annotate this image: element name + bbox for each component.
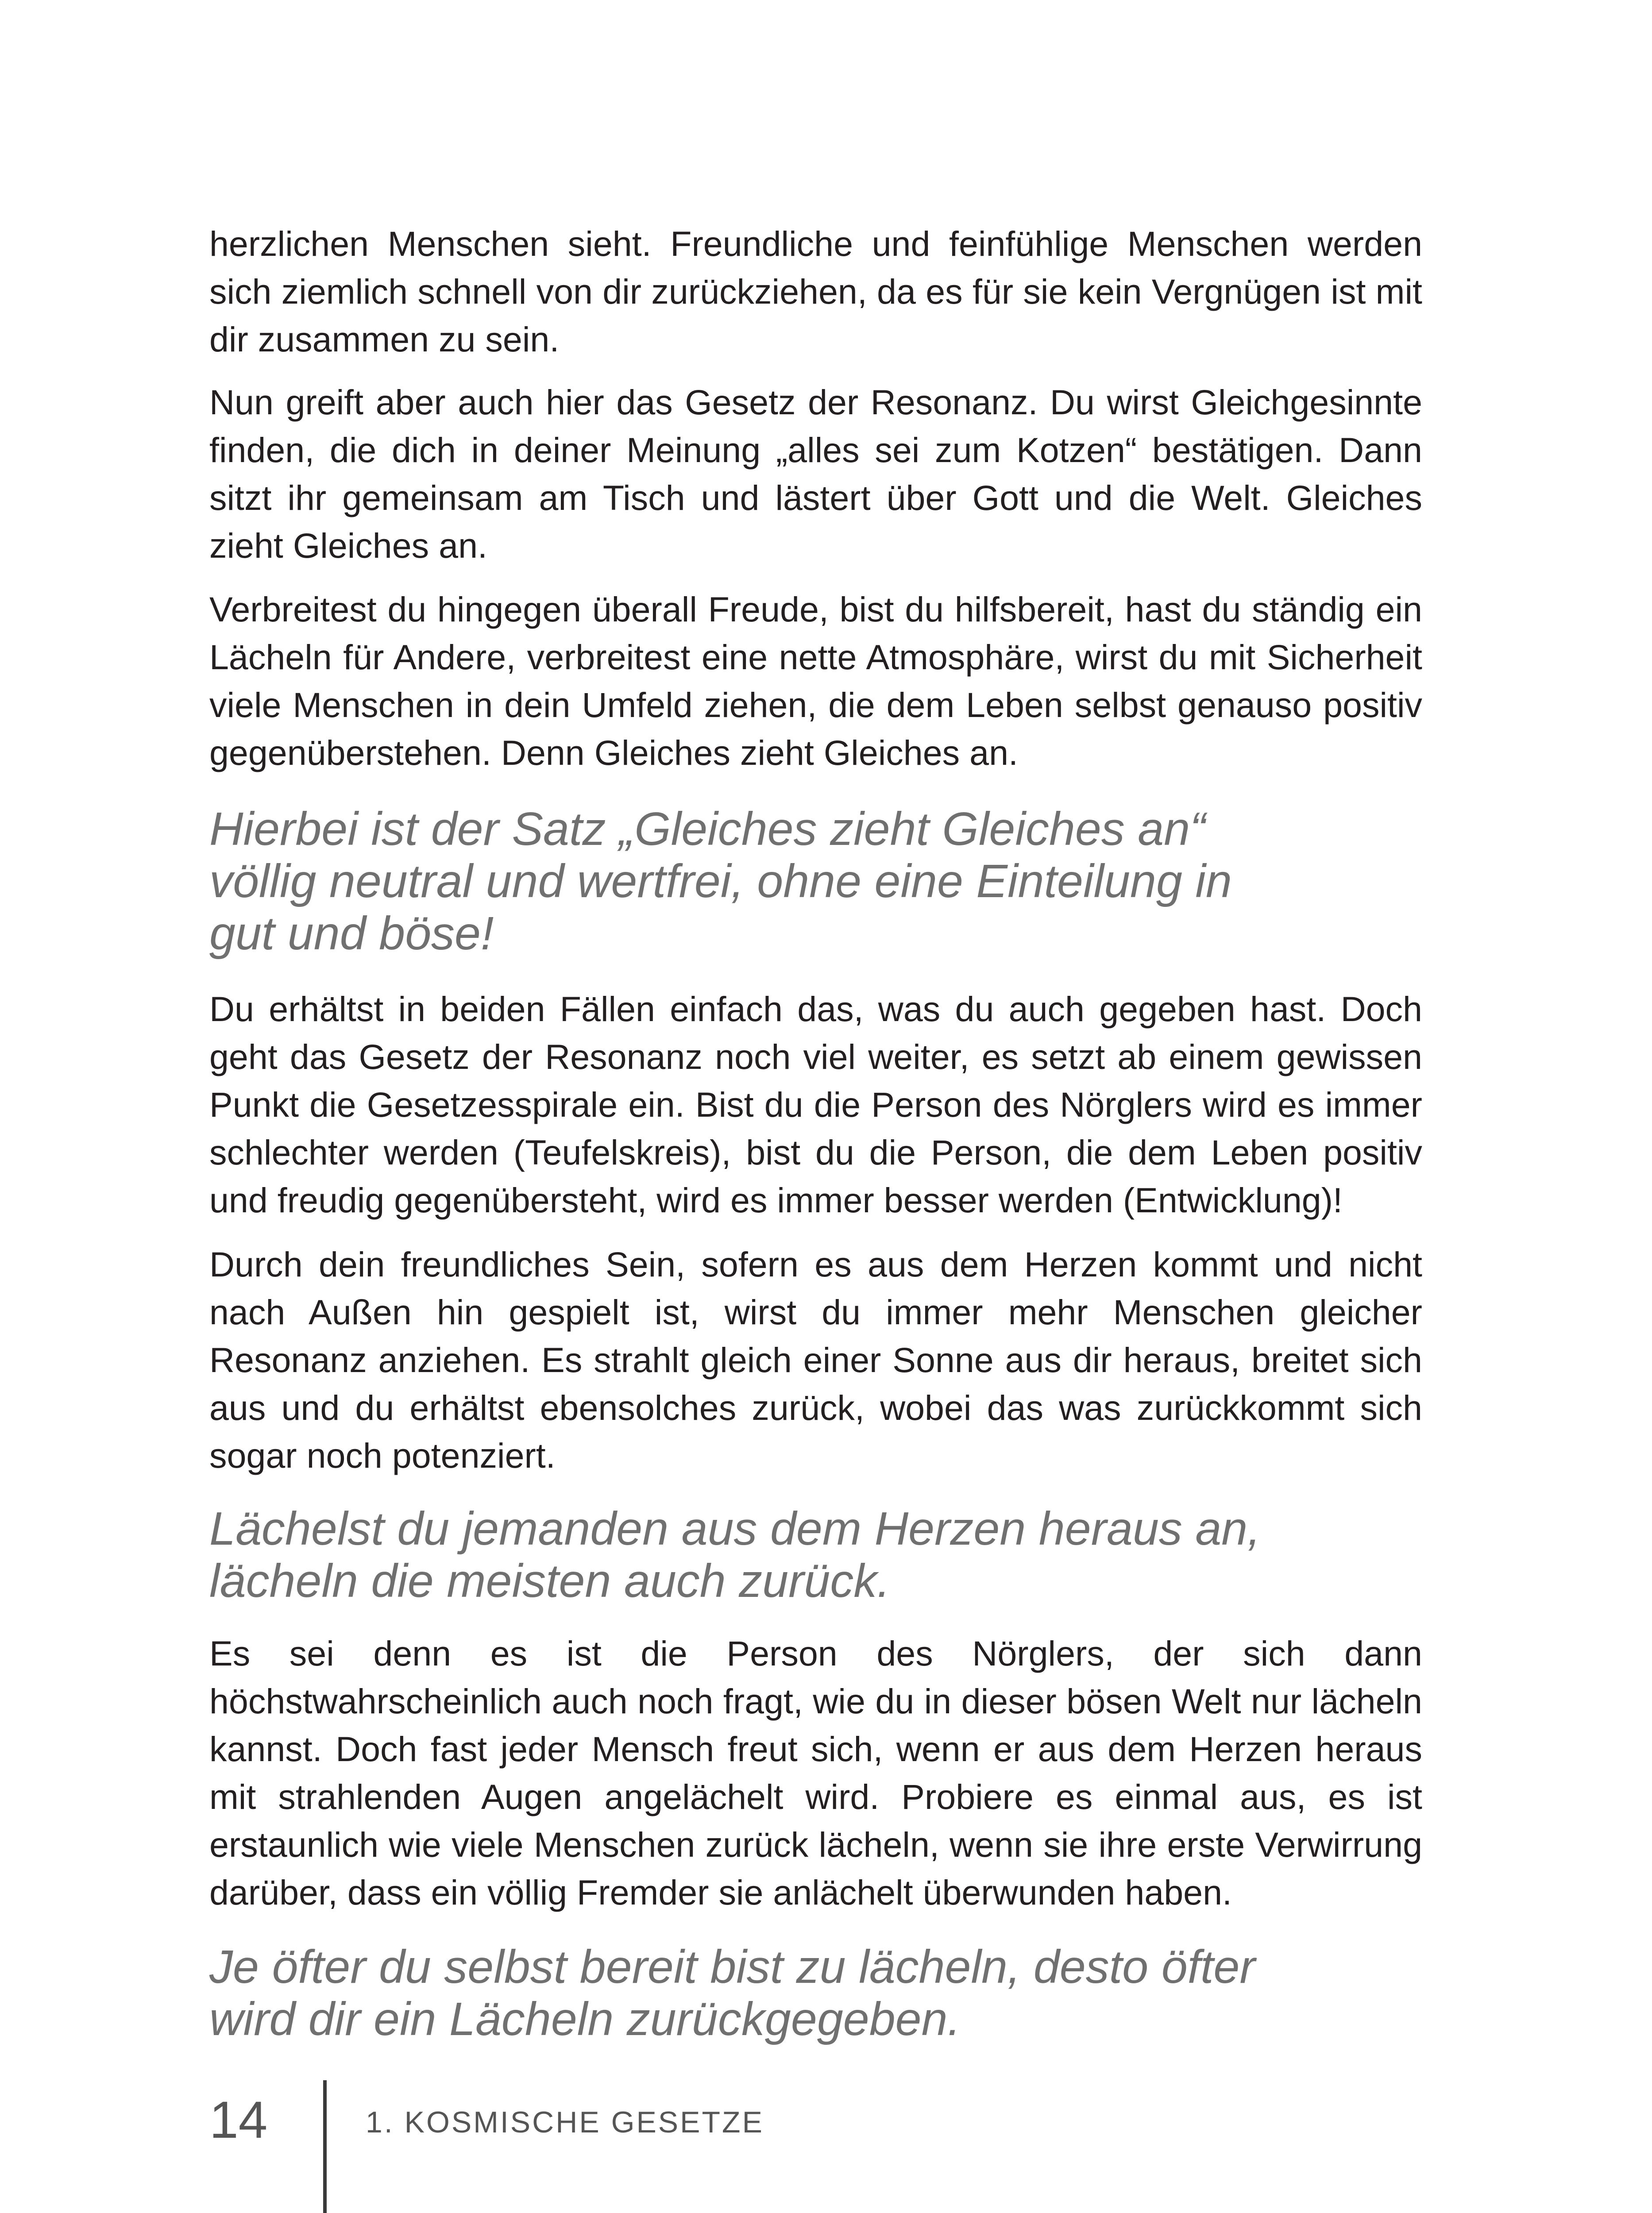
pull-quote-2: Lächelst du jemanden aus dem Herzen heraus an, lächeln die meisten auch zurück. xyxy=(209,1503,1261,1607)
page-number: 14 xyxy=(209,2091,268,2149)
footer-divider xyxy=(323,2080,327,2213)
pull-quote-3: Je öfter du selbst bereit bist zu lächeln, desto öfter wird dir ein Lächeln zurückgegeben. xyxy=(209,1941,1255,2045)
paragraph-1: herzlichen Menschen sieht. Freundliche und feinfühlige Menschen werden sich ziemlich schnell von dir zurückziehen, da es für sie kein Vergnügen ist mit dir zusammen zu sein. xyxy=(209,224,1422,359)
paragraph-2: Nun greift aber auch hier das Gesetz der Resonanz. Du wirst Gleichgesinnte finden, die dich in deiner Meinung „alles sei zum Kotzen“ bestätigen. Dann sitzt ihr gemeinsam am Tisch und lästert über Gott und die Welt. Gleiches zieht Gleiches an. xyxy=(209,382,1422,565)
paragraph-5: Durch dein freundliches Sein, sofern es aus dem Herzen kommt und nicht nach Außen hin gespielt ist, wirst du immer mehr Menschen gleicher Resonanz anziehen. Es strahlt gleich einer Sonne aus dir heraus, breitet sich aus und du erhältst ebensolches zurück, wobei das was zurückkommt sich sogar noch potenziert. xyxy=(209,1245,1422,1475)
pull-quote-1: Hierbei ist der Satz „Gleiches zieht Gleiches an“ völlig neutral und wertfrei, ohne eine Einteilung in gut und böse! xyxy=(209,803,1232,960)
paragraph-6: Es sei denn es ist die Person des Nörglers, der sich dann höchstwahrscheinlich auch noch fragt, wie du in dieser bösen Welt nur lächeln kannst. Doch fast jeder Mensch freut sich, wenn er aus dem Herzen heraus mit strahlenden Augen angelächelt wird. Probiere es einmal aus, es ist erstaunlich wie viele Menschen zurück lächeln, wenn sie ihre erste Verwirrung darüber, dass ein völlig Fremder sie anlächelt überwunden haben. xyxy=(209,1634,1422,1912)
paragraph-4: Du erhältst in beiden Fällen einfach das, was du auch gegeben hast. Doch geht das Gesetz der Resonanz noch viel weiter, es setzt ab einem gewissen Punkt die Gesetzesspirale ein. Bist du die Person des Nörglers wird es immer schlechter werden (Teufelskreis), bist du die Person, die dem Leben positiv und freudig gegenübersteht, wird es immer besser werden (Entwicklung)! xyxy=(209,989,1422,1220)
paragraph-3: Verbreitest du hingegen überall Freude, bist du hilfsbereit, hast du ständig ein Lächeln für Andere, verbreitest eine nette Atmosphäre, wirst du mit Sicherheit viele Menschen in dein Umfeld ziehen, die dem Leben selbst genauso positiv gegenüberstehen. Denn Gleiches zieht Gleiches an. xyxy=(209,590,1422,772)
chapter-title: 1. KOSMISCHE GESETZE xyxy=(366,2105,764,2139)
